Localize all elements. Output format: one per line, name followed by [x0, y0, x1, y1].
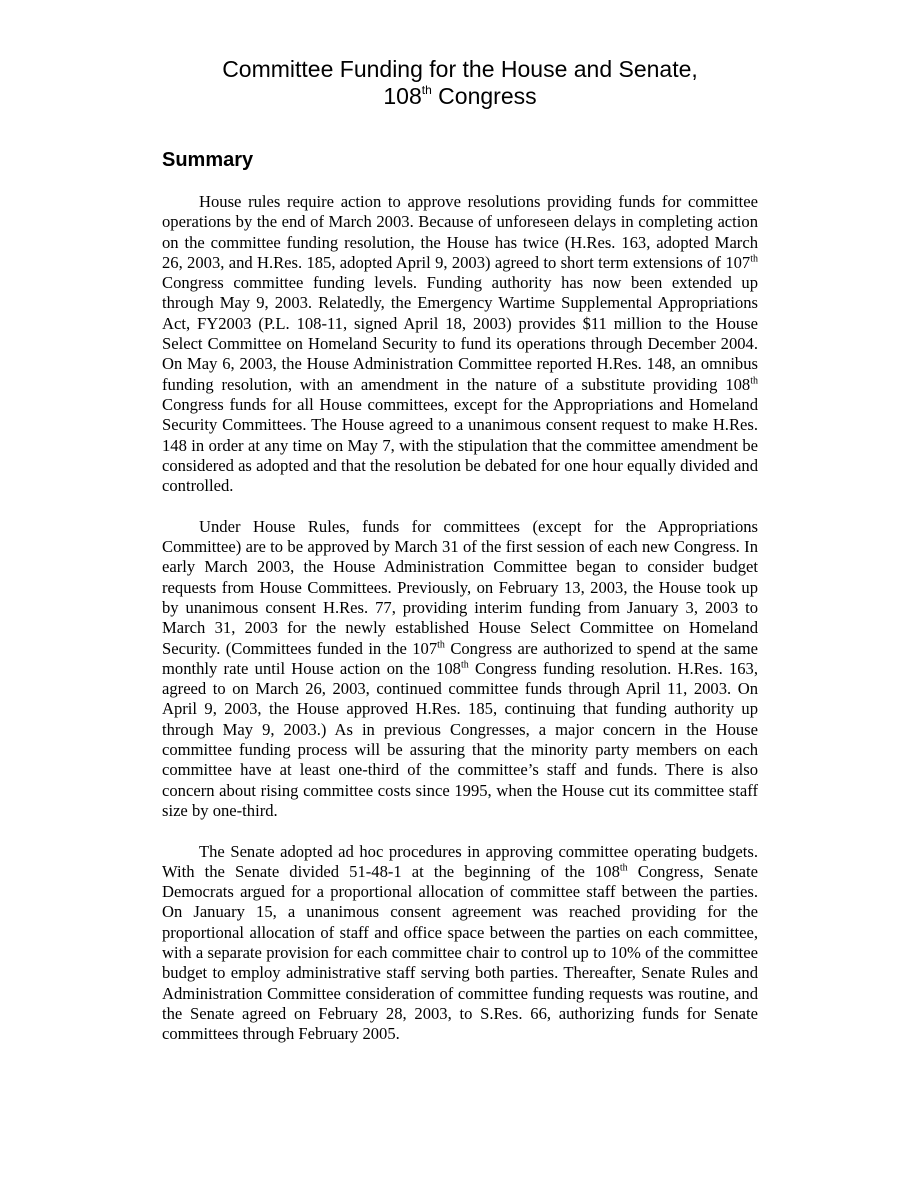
document-page — [162, 0, 759, 1044]
summary-heading: Summary — [162, 149, 254, 171]
title-line-1: Committee Funding for the House and Senate, — [222, 56, 698, 82]
title-line-2: 108th Congress — [383, 83, 537, 109]
paragraph-senate-procedures: The Senate adopted ad hoc procedures in approving committee operating budgets. With the Senate divided 51-48-1 at the beginning of the 108th Congress, Senate Democrats argued for a proportional allocation of committee staff between the parties. On January 15, a unanimous consent agreement was reached providing for the proportional allocation of staff and office space between the parties on each committee, with a separate provision for each committee chair to control up to 10% of the committee budget to employ administrative staff serving both parties. Thereafter, Senate Rules and Administration Committee consideration of committee funding requests was routine, and the Senate agreed on February 28, 2003, to S.Res. 66, authorizing funds for Senate committees through February 2005. — [162, 841, 758, 1044]
document-title — [162, 0, 758, 110]
paragraph-house-rules: House rules require action to approve resolutions providing funds for committee operations by the end of March 2003. Because of unforeseen delays in completing action on the committee funding resolution, the House has twice (H.Res. 163, adopted March 26, 2003, and H.Res. 185, adopted April 9, 2003) agreed to short term extensions of 107th Congress committee funding levels. Funding authority has now been extended up through May 9, 2003. Relatedly, the Emergency Wartime Supplemental Appropriations Act, FY2003 (P.L. 108-11, signed April 18, 2003) provides $11 million to the House Select Committee on Homeland Security to fund its operations through December 2004. On May 6, 2003, the House Administration Committee reported H.Res. 148, an omnibus funding resolution, with an amendment in the nature of a substitute providing 108th Congress funds for all House committees, except for the Appropriations and Homeland Security Committees. The House agreed to a unanimous consent request to make H.Res. 148 in order at any time on May 7, with the stipulation that the committee amendment be considered as adopted and that the resolution be debated for one hour equally divided and controlled. — [162, 192, 758, 496]
summary-body — [162, 192, 758, 1065]
paragraph-under-house-rules: Under House Rules, funds for committees (except for the Appropriations Committee) are to be approved by March 31 of the first session of each new Congress. In early March 2003, the House Administration Committee began to consider budget requests from House Committees. Previously, on February 13, 2003, the House took up by unanimous consent H.Res. 77, providing interim funding from January 3, 2003 to March 31, 2003 for the newly established House Select Committee on Homeland Security. (Committees funded in the 107th Congress are authorized to spend at the same monthly rate until House action on the 108th Congress funding resolution. H.Res. 163, agreed to on March 26, 2003, continued committee funds through April 11, 2003. On April 9, 2003, the House approved H.Res. 185, continuing that funding authority up through May 9, 2003.) As in previous Congresses, a major concern in the House committee funding process will be assuring that the minority party members on each committee have at least one-third of the committee’s staff and funds. There is also concern about rising committee costs since 1995, when the House cut its committee staff size by one-third. — [162, 516, 759, 820]
